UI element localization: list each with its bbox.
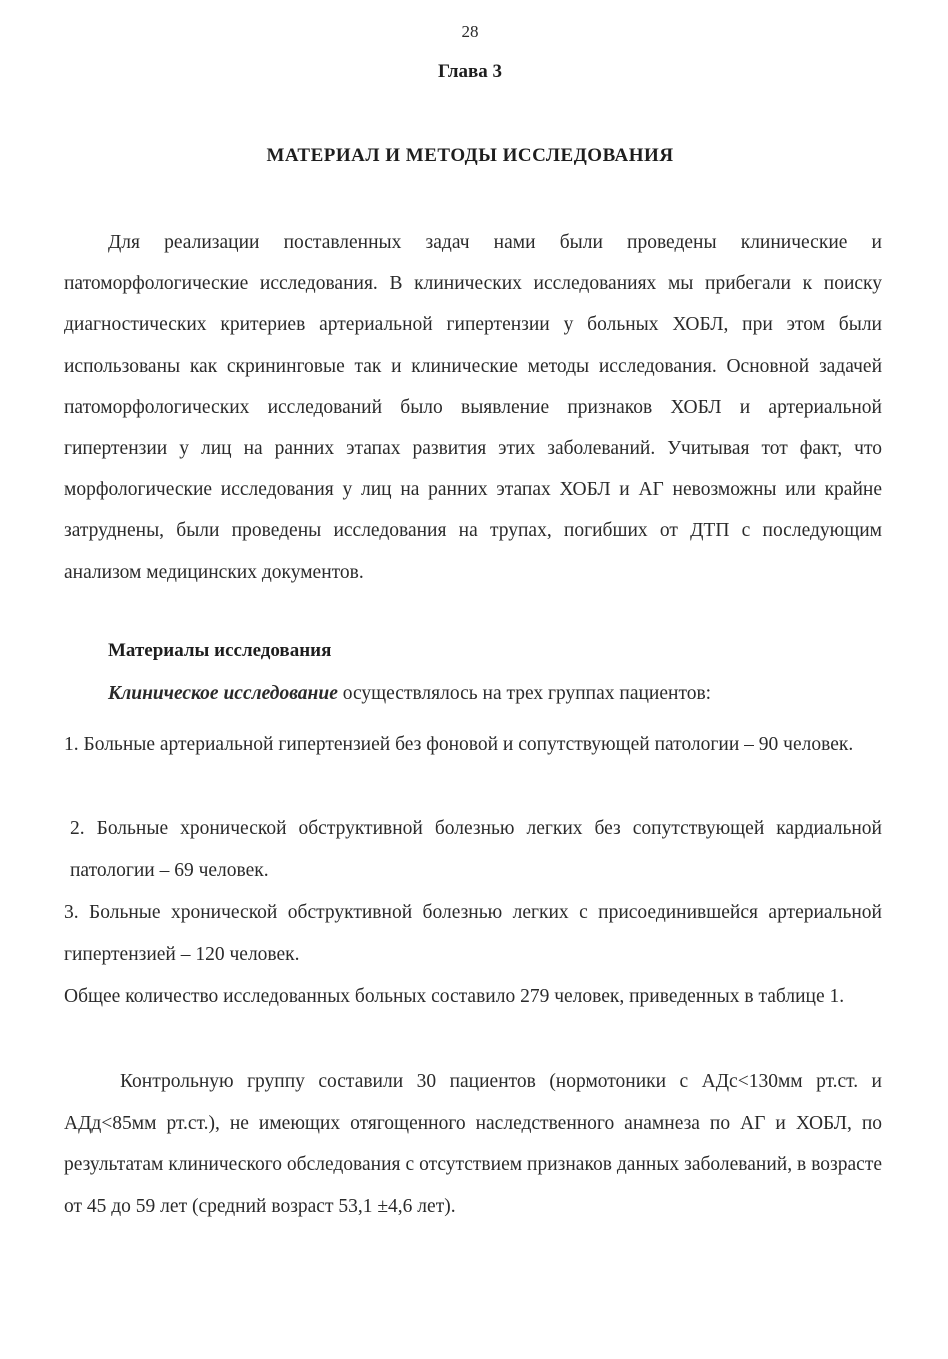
clinical-study-rest: осуществлялось на трех группах пациентов: — [337, 683, 712, 704]
group-item-3: 3. Больные хронической обструктивной болезнью легких с присоединившейся артериальной гипертензией – 120 человек. — [64, 902, 882, 965]
clinical-study-lead: Клиническое исследование — [108, 683, 338, 704]
materials-heading: Материалы исследования — [108, 640, 332, 661]
group-item-1: 1. Больные артериальной гипертензией без фоновой и сопутствующей патологии – 90 человек. — [64, 734, 854, 755]
intro-paragraph: Для реализации поставленных задач нами были проведены клинические и патоморфологические исследования. В клинических исследованиях мы прибегали к поиску диагностических критериев артериальной гипертензии у больных ХОБЛ, при этом были использованы как скрининговые так и клинические методы исследования. Основной задачей патоморфологических исследований было выявление признаков ХОБЛ и артериальной гипертензии у лиц на ранних этапах развития этих заболеваний. Учитывая тот факт, что морфологические исследования у лиц на ранних этапах ХОБЛ и АГ невозможны или крайне затруднены, были проведены исследования на трупах, погибших от ДТП с последующим анализом медицинских документов. — [64, 232, 882, 583]
page-number: 28 — [461, 22, 479, 41]
total-patients-paragraph: Общее количество исследованных больных составило 279 человек, приведенных в таблице 1. — [64, 986, 845, 1007]
control-group-paragraph: Контрольную группу составили 30 пациентов (нормотоники с АДс<130мм рт.ст. и АДд<85мм рт.ст.), не имеющих отягощенного наследственного анамнеза по АГ и ХОБЛ, по результатам клинического обследования с отсутствием признаков данных заболеваний, в возрасте от 45 до 59 лет (средний возраст 53,1 ±4,6 лет). — [64, 1071, 882, 1217]
group-item-2: 2. Больные хронической обструктивной болезнью легких без сопутствующей кардиальной патологии – 69 человек. — [70, 818, 882, 881]
section-title: МАТЕРИАЛ И МЕТОДЫ ИССЛЕДОВАНИЯ — [266, 145, 674, 166]
chapter-heading: Глава 3 — [437, 61, 503, 82]
clinical-study-line — [108, 683, 884, 705]
